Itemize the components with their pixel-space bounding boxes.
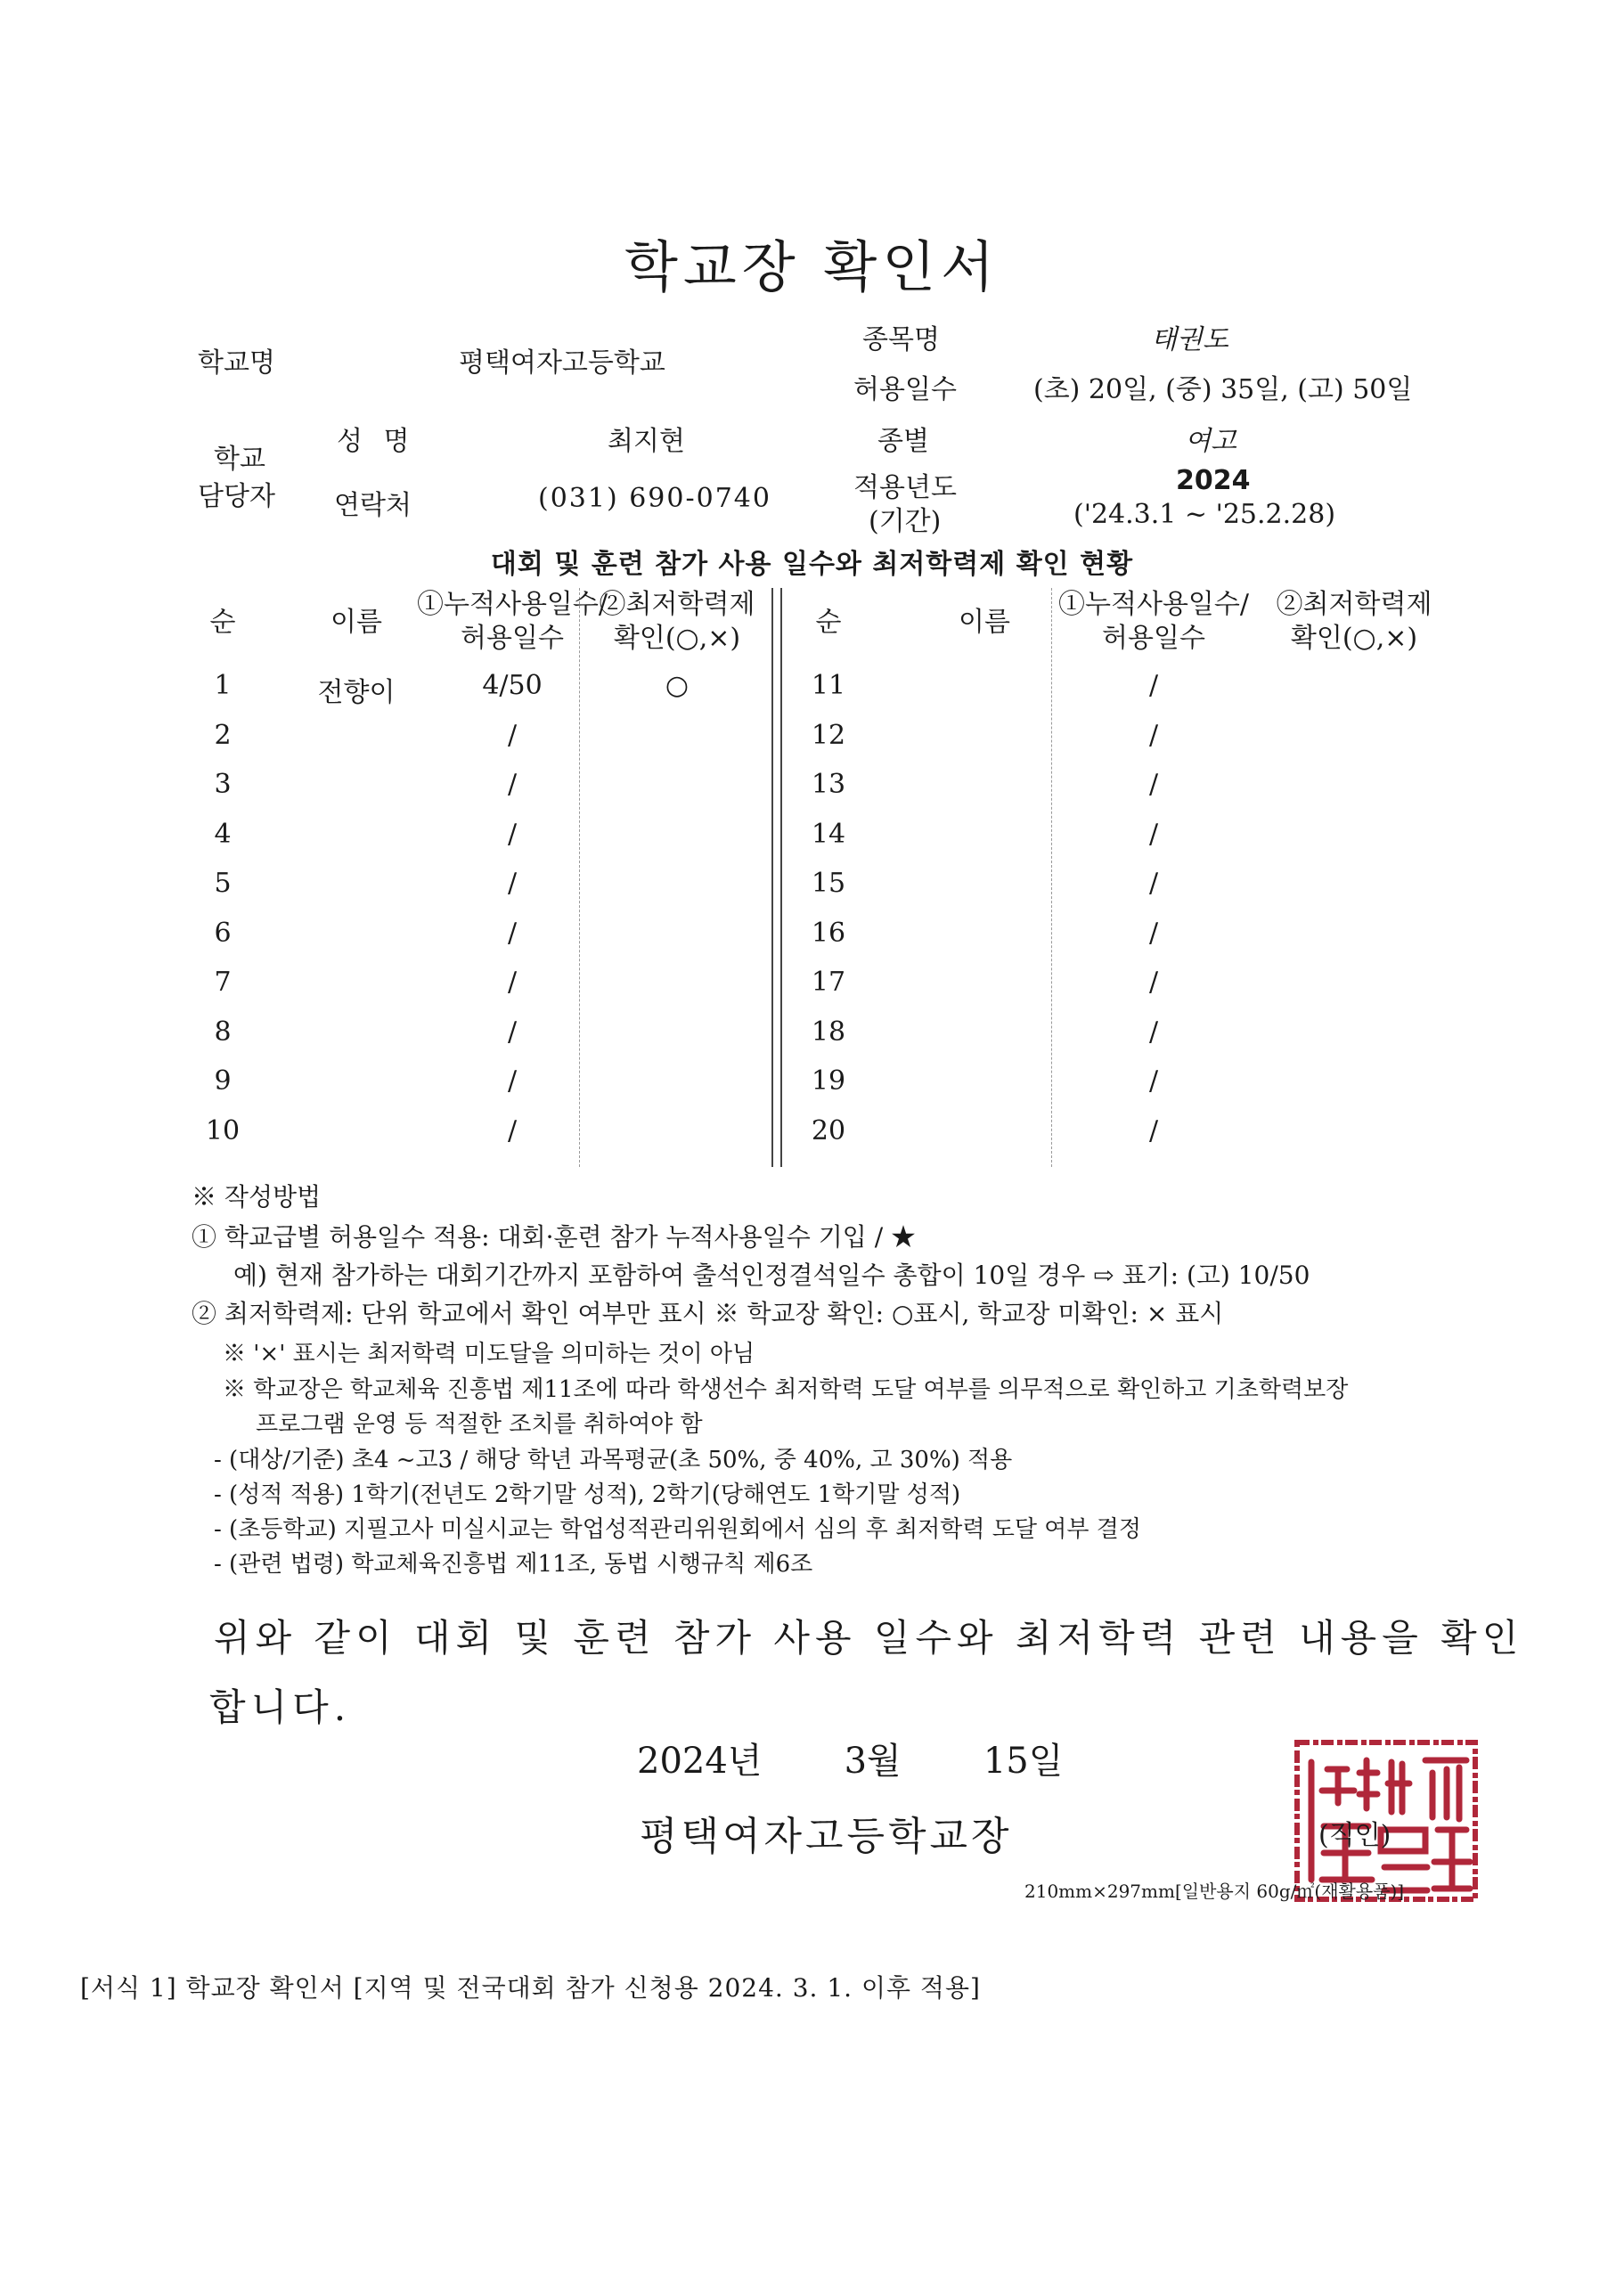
header-name: 이름 xyxy=(331,607,382,638)
instruction-item-1-example: 예) 현재 참가하는 대회기간까지 포함하여 출석인정결석일수 총합이 10일 경우 ⇨ 표기: (고) 10/50 xyxy=(233,1261,1310,1290)
header-days-right-line1: ①누적사용일수/ xyxy=(1058,589,1249,620)
row-days: 4/50 xyxy=(482,670,543,701)
row-number: 1 xyxy=(214,670,232,701)
roster-heading: 대회 및 훈련 참가 사용 일수와 최저학력제 확인 현황 xyxy=(490,549,1134,580)
row-number: 11 xyxy=(811,670,846,701)
row-days: / xyxy=(507,1065,518,1097)
header-days-line2: 허용일수 xyxy=(461,623,564,654)
row-number: 8 xyxy=(214,1016,232,1048)
row-days: / xyxy=(507,1016,518,1048)
row-number: 5 xyxy=(214,868,232,899)
allowed-days-label: 허용일수 xyxy=(853,374,957,405)
row-days: / xyxy=(1148,1016,1159,1048)
header-check-right xyxy=(1256,588,1452,656)
row-days: / xyxy=(507,818,518,850)
row-check: ○ xyxy=(665,670,690,701)
header-days-line1: ①누적사용일수/ xyxy=(417,589,608,620)
event-label: 종목명 xyxy=(862,324,940,355)
header-check xyxy=(583,588,771,656)
type-label: 종별 xyxy=(877,426,929,457)
instruction-dash-3: - (초등학교) 지필고사 미실시교는 학업성적관리위원회에서 심의 후 최저학력 도달 여부 결정 xyxy=(214,1516,1142,1543)
name-label: 성 명 xyxy=(337,426,410,457)
row-days: / xyxy=(1148,818,1159,850)
row-days: / xyxy=(507,868,518,899)
row-number: 2 xyxy=(214,719,232,751)
instruction-dash-1: - (대상/기준) 초4 ~고3 / 해당 학년 과목평균(초 50%, 중 40%, 고 30%) 적용 xyxy=(214,1447,1013,1473)
row-days: / xyxy=(507,1114,518,1146)
document-date: 2024년 3월 15일 xyxy=(637,1741,1064,1782)
row-days: / xyxy=(1148,670,1159,701)
allowed-days-value: (초) 20일, (중) 35일, (고) 50일 xyxy=(1033,374,1413,405)
row-days: / xyxy=(1148,868,1159,899)
row-days: / xyxy=(1148,719,1159,751)
contact-group-label: 학교 xyxy=(214,444,265,475)
statement-line-1: 위와 같이 대회 및 훈련 참가 사용 일수와 최저학력 관련 내용을 확인 xyxy=(214,1616,1524,1660)
row-number: 6 xyxy=(214,917,232,949)
row-number: 19 xyxy=(811,1065,846,1097)
row-number: 13 xyxy=(811,769,846,800)
roster-table xyxy=(187,588,1452,1167)
instruction-item-2: ② 최저학력제: 단위 학교에서 확인 여부만 표시 ※ 학교장 확인: ○표시, 학교장 미확인: × 표시 xyxy=(192,1299,1224,1328)
instruction-sub-1: ※ '×' 표시는 최저학력 미도달을 의미하는 것이 아님 xyxy=(223,1341,755,1367)
row-days: / xyxy=(507,719,518,751)
row-days: / xyxy=(507,967,518,998)
row-number: 3 xyxy=(214,769,232,800)
instruction-dash-2: - (성적 적용) 1학기(전년도 2학기말 성적), 2학기(당해연도 1학기말 성적) xyxy=(214,1481,961,1508)
instruction-item-1: ① 학교급별 허용일수 적용: 대회·훈련 참가 누적사용일수 기입 / ★ xyxy=(192,1222,917,1252)
header-check-right-line2: 확인(○,×) xyxy=(1290,623,1418,654)
row-number: 17 xyxy=(811,967,846,998)
row-number: 16 xyxy=(811,917,846,949)
row-days: / xyxy=(1148,769,1159,800)
row-number: 20 xyxy=(811,1114,846,1146)
row-days: / xyxy=(1148,967,1159,998)
row-number: 12 xyxy=(811,719,846,751)
instructions-heading: ※ 작성방법 xyxy=(192,1182,322,1212)
year-label: 적용년도 xyxy=(853,472,957,503)
row-name: 전향이 xyxy=(317,677,396,708)
form-footer: [서식 1] 학교장 확인서 [지역 및 전국대회 참가 신청용 2024. 3. 1. 이후 적용] xyxy=(80,1973,981,2003)
header-no-right: 순 xyxy=(815,607,842,638)
row-number: 10 xyxy=(205,1114,241,1146)
row-days: / xyxy=(507,917,518,949)
row-number: 18 xyxy=(811,1016,846,1048)
row-number: 4 xyxy=(214,818,232,850)
row-number: 9 xyxy=(214,1065,232,1097)
paper-spec: 210mm×297mm[일반용지 60g/㎡(재활용품)] xyxy=(1024,1881,1405,1902)
row-days: / xyxy=(1148,1065,1159,1097)
event-value: 태권도 xyxy=(1151,324,1228,355)
period-value: ('24.3.1 ~ '25.2.28) xyxy=(1073,499,1336,530)
header-name-right: 이름 xyxy=(959,607,1010,638)
header-check-right-line1: ②최저학력제 xyxy=(1276,589,1432,620)
phone-label: 연락처 xyxy=(334,490,412,521)
year-label-2: (기간) xyxy=(869,506,942,537)
confirmation-statement xyxy=(209,1603,1524,1742)
instruction-dash-4: - (관련 법령) 학교체육진흥법 제11조, 동법 시행규칙 제6조 xyxy=(214,1551,813,1578)
instruction-sub-2-cont: 프로그램 운영 등 적절한 조치를 취하여야 함 xyxy=(256,1411,703,1438)
header-days-right-line2: 허용일수 xyxy=(1102,623,1205,654)
name-value: 최지현 xyxy=(608,426,685,457)
header-check-line2: 확인(○,×) xyxy=(613,623,741,654)
school-label: 학교명 xyxy=(198,347,275,379)
document-title: 학교장 확인서 xyxy=(624,234,1000,299)
instruction-sub-2: ※ 학교장은 학교체육 진흥법 제11조에 따라 학생선수 최저학력 도달 여부를 의무적으로 확인하고 기초학력보장 xyxy=(223,1376,1349,1403)
phone-value: (031) 690-0740 xyxy=(538,483,771,514)
row-days: / xyxy=(1148,1114,1159,1146)
row-number: 15 xyxy=(811,868,846,899)
header-days-right xyxy=(1051,588,1256,656)
contact-group-label-2: 담당자 xyxy=(198,481,275,512)
header-no: 순 xyxy=(209,607,236,638)
statement-line-2: 합니다. xyxy=(209,1685,352,1729)
type-value: 여고 xyxy=(1185,426,1236,457)
row-days: / xyxy=(1148,917,1159,949)
row-number: 7 xyxy=(214,967,232,998)
principal-title: 평택여자고등학교장 xyxy=(640,1814,1013,1859)
center-divider xyxy=(771,588,782,1167)
row-days: / xyxy=(507,769,518,800)
year-value: 2024 xyxy=(1176,465,1251,496)
school-value: 평택여자고등학교 xyxy=(459,347,665,379)
header-check-line1: ②최저학력제 xyxy=(599,589,755,620)
row-number: 14 xyxy=(811,818,846,850)
seal-label: (직인) xyxy=(1318,1820,1391,1851)
